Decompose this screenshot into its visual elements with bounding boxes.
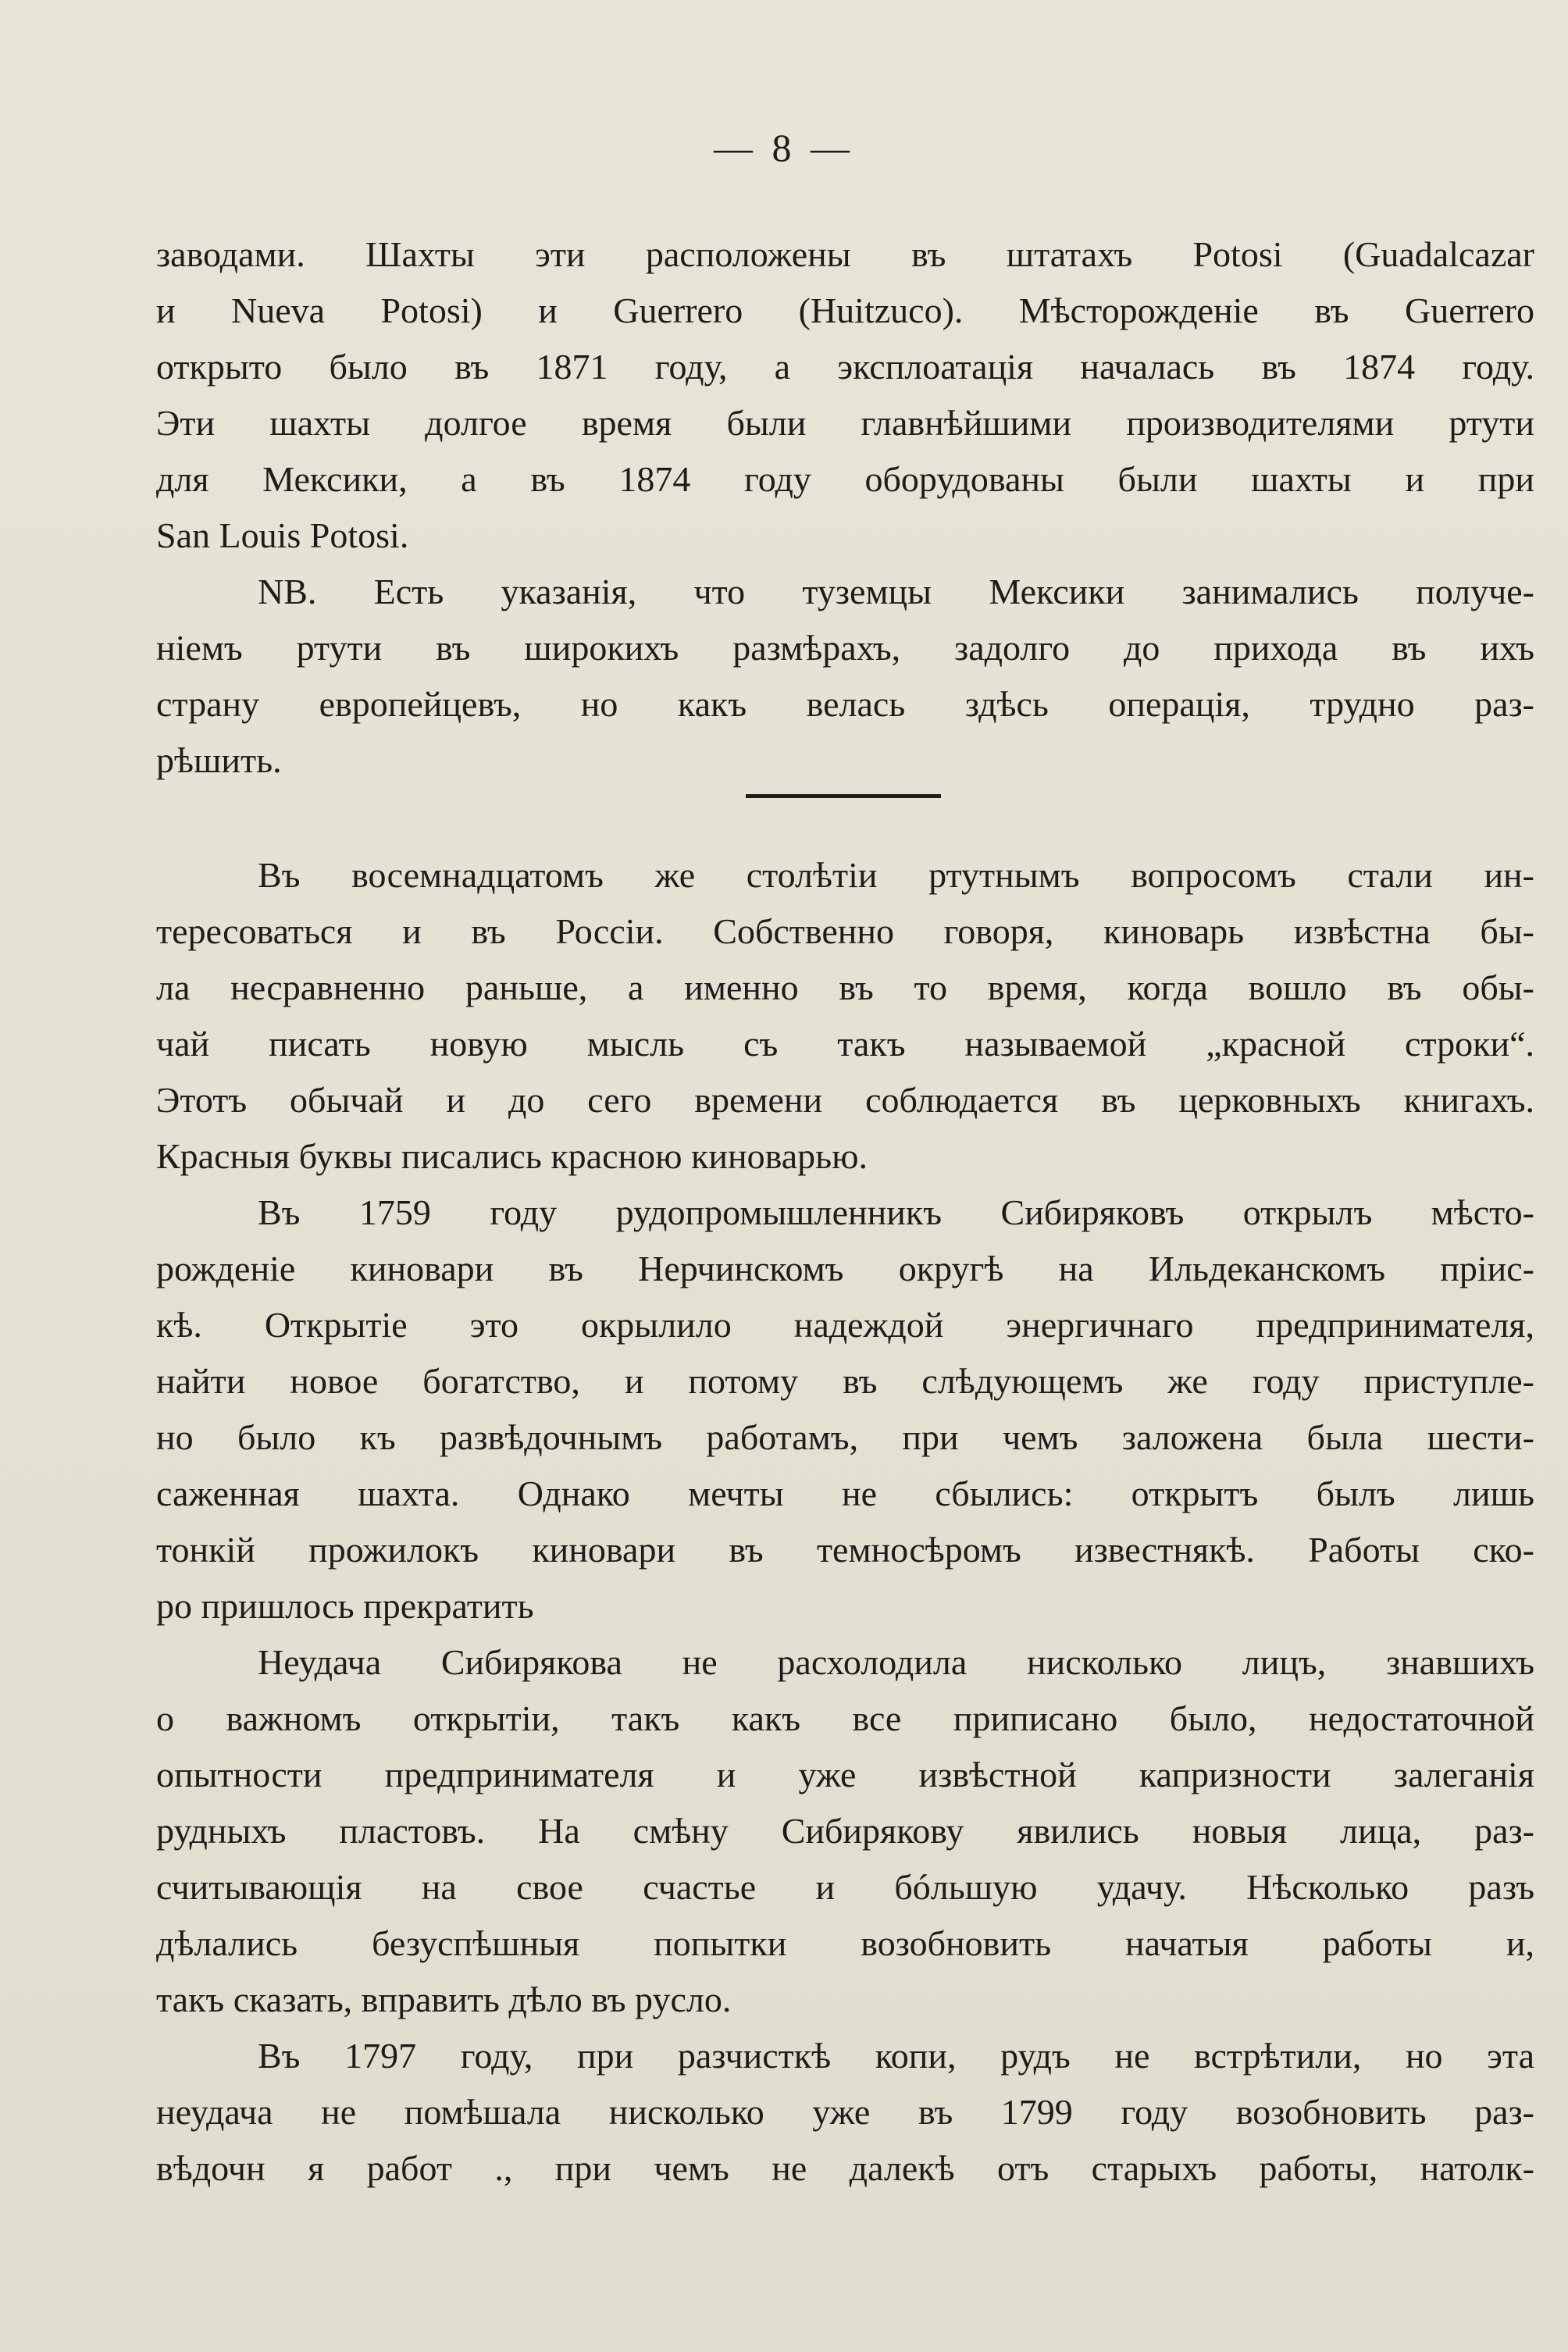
text-line: San Louis Potosi. — [156, 515, 409, 555]
text-line: и Nueva Potosi) и Guerrero (Huitzuco). Мѣсторожденіе въ Guerrero — [156, 290, 1534, 330]
text-line: страну европейцевъ, но какъ велась здѣсь операція, трудно раз- — [156, 684, 1534, 724]
text-line: но было къ развѣдочнымъ работамъ, при чемъ заложена была шести- — [156, 1417, 1534, 1457]
text-line: считывающія на свое счастье и бóльшую удачу. Нѣсколько разъ — [156, 1867, 1534, 1907]
section-divider — [746, 794, 941, 798]
paragraph — [156, 1185, 1534, 1634]
text-line: опытности предпринимателя и уже извѣстной капризности залеганія — [156, 1755, 1534, 1794]
text-line: Этотъ обычай и до сего времени соблюдается въ церковныхъ книгахъ. — [156, 1080, 1534, 1120]
text-line: Неудача Сибирякова не расхолодила нисколько лицъ, знавшихъ — [258, 1642, 1534, 1682]
text-line: саженная шахта. Однако мечты не сбылись: открытъ былъ лишь — [156, 1474, 1534, 1513]
text-line: рѣшить. — [156, 740, 282, 780]
text-line: неудача не помѣшала нисколько уже въ 1799 году возобновить раз- — [156, 2092, 1534, 2132]
text-line: тонкій прожилокъ киновари въ темносѣромъ известнякѣ. Работы ско- — [156, 1530, 1534, 1570]
paragraph — [156, 2028, 1534, 2197]
text-line: рудныхъ пластовъ. На смѣну Сибирякову явились новыя лица, раз- — [156, 1811, 1534, 1851]
text-line: рожденіе киновари въ Нерчинскомъ округѣ на Ильдеканскомъ пріис- — [156, 1249, 1534, 1288]
text-line: вѣдочн я работ ., при чемъ не далекѣ отъ старыхъ работы, натолк- — [156, 2148, 1534, 2188]
page-number: — 8 — — [714, 126, 854, 169]
text-block-top — [156, 226, 1534, 789]
text-line: Въ 1797 году, при разчисткѣ копи, рудъ не встрѣтили, но эта — [258, 2036, 1534, 2076]
paragraph — [156, 1634, 1534, 2028]
text-line: ла несравненно раньше, а именно въ то время, когда вошло въ обы- — [156, 968, 1534, 1007]
text-line: ро пришлось прекратить — [156, 1586, 534, 1626]
paragraph — [156, 847, 1534, 1185]
text-line: тересоваться и въ Россіи. Собственно говоря, киноварь извѣстна бы- — [156, 911, 1534, 951]
text-line: чай писать новую мысль съ такъ называемой „красной строки“. — [156, 1024, 1534, 1064]
text-line: найти новое богатство, и потому въ слѣдующемъ же году приступле- — [156, 1361, 1534, 1401]
text-line: дѣлались безуспѣшныя попытки возобновить начатыя работы и, — [156, 1923, 1534, 1963]
text-line: для Мексики, а въ 1874 году оборудованы были шахты и при — [156, 459, 1534, 499]
text-line: такъ сказать, вправить дѣло въ русло. — [156, 1980, 732, 2019]
text-line: открыто было въ 1871 году, а эксплоатація началась въ 1874 году. — [156, 347, 1534, 387]
text-line: заводами. Шахты эти расположены въ штатахъ Potosi (Guadalcazar — [156, 234, 1534, 274]
text-line: ніемъ ртути въ широкихъ размѣрахъ, задолго до прихода въ ихъ — [156, 628, 1534, 668]
text-line: Въ восемнадцатомъ же столѣтіи ртутнымъ вопросомъ стали ин- — [258, 855, 1534, 895]
text-line: NB. Есть указанія, что туземцы Мексики занимались получе- — [258, 572, 1534, 611]
paragraph — [156, 226, 1534, 564]
text-block-bottom — [156, 847, 1534, 2197]
text-line: Красныя буквы писались красною киноварью. — [156, 1136, 868, 1176]
text-line: Эти шахты долгое время были главнѣйшими производителями ртути — [156, 403, 1534, 443]
paragraph — [156, 564, 1534, 789]
text-line: кѣ. Открытіе это окрылило надеждой энергичнаго предпринимателя, — [156, 1305, 1534, 1345]
text-line: Въ 1759 году рудопромышленникъ Сибиряковъ открылъ мѣсто- — [258, 1192, 1534, 1232]
text-line: о важномъ открытіи, такъ какъ все приписано было, недостаточной — [156, 1698, 1534, 1738]
